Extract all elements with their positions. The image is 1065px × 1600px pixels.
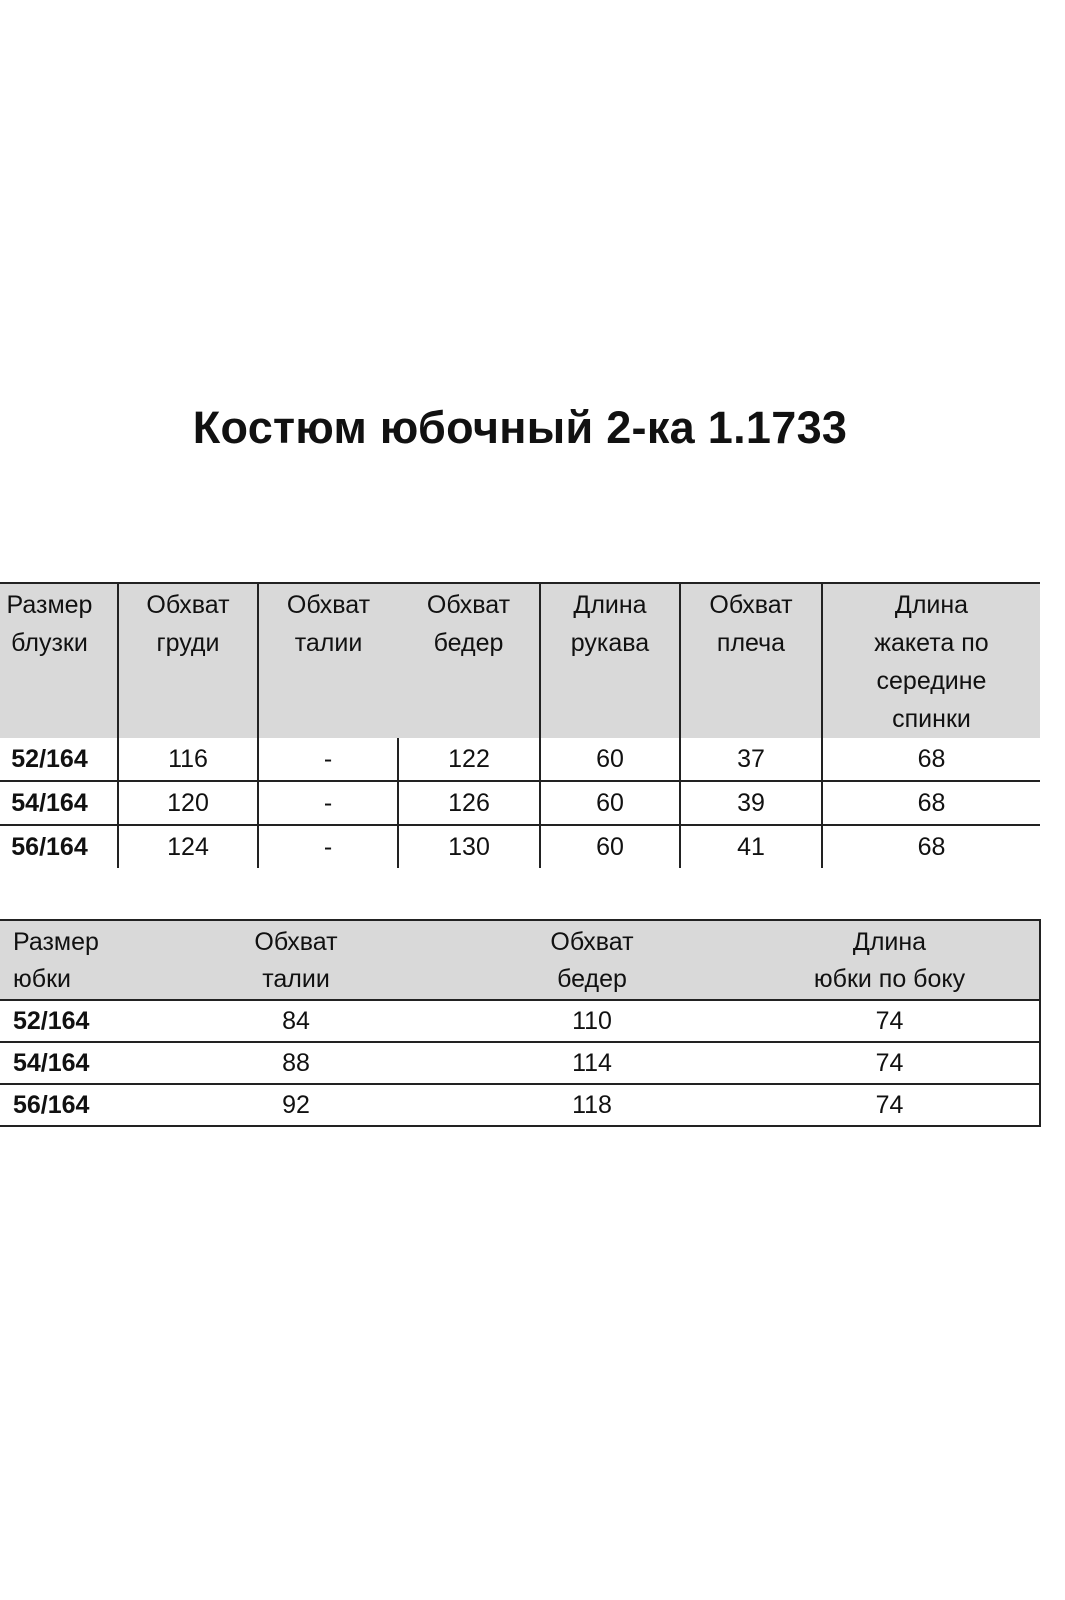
header-line: плеча xyxy=(716,629,786,657)
header-line: Обхват xyxy=(286,591,371,619)
blouse-header-jacket-length xyxy=(822,583,1040,738)
header-line: груди xyxy=(156,629,220,657)
header-line: Обхват xyxy=(146,591,230,619)
skirt-header-row xyxy=(0,920,1040,1000)
blouse-header-waist xyxy=(258,583,398,738)
header-line: юбки xyxy=(13,965,71,993)
header-line: Обхват xyxy=(254,928,338,956)
header-line: Длина xyxy=(894,591,969,619)
blouse-header-sleeve xyxy=(540,583,680,738)
table-cell: - xyxy=(258,825,398,868)
size-cell: 54/164 xyxy=(0,1042,148,1084)
header-line: бедер xyxy=(433,629,504,657)
table-cell: 60 xyxy=(540,781,680,825)
header-line: юбки по боку xyxy=(813,965,966,993)
table-cell: 92 xyxy=(148,1084,444,1126)
blouse-header-row xyxy=(0,583,1040,738)
table-cell: 68 xyxy=(822,781,1040,825)
blouse-size-table xyxy=(0,582,1040,868)
header-line: Обхват xyxy=(426,591,511,619)
table-cell: 84 xyxy=(148,1000,444,1042)
table-cell: - xyxy=(258,781,398,825)
header-line: жакета по xyxy=(874,629,989,657)
skirt-header-length xyxy=(740,920,1040,1000)
table-cell: 60 xyxy=(540,825,680,868)
table-cell: 110 xyxy=(444,1000,740,1042)
table-row xyxy=(0,825,1040,868)
header-line: Обхват xyxy=(550,928,634,956)
table-row xyxy=(0,1000,1040,1042)
table-cell: 120 xyxy=(118,781,258,825)
table-cell: - xyxy=(258,738,398,781)
size-cell: 56/164 xyxy=(0,1084,148,1126)
skirt-header-waist xyxy=(148,920,444,1000)
document-title: Костюм юбочный 2-ка 1.1733 xyxy=(192,402,848,453)
header-line: Размер xyxy=(13,928,99,956)
table-row xyxy=(0,1042,1040,1084)
table-cell: 126 xyxy=(398,781,540,825)
table-cell: 122 xyxy=(398,738,540,781)
skirt-size-table xyxy=(0,919,1041,1127)
table-cell: 37 xyxy=(680,738,822,781)
table-cell: 74 xyxy=(740,1084,1040,1126)
header-line: Размер xyxy=(6,591,93,619)
size-cell: 56/164 xyxy=(11,832,88,861)
table-cell: 68 xyxy=(822,825,1040,868)
header-line: рукава xyxy=(570,629,650,657)
header-line: Обхват xyxy=(709,591,793,619)
table-cell: 60 xyxy=(540,738,680,781)
header-line: блузки xyxy=(11,629,88,657)
header-line: спинки xyxy=(892,705,971,733)
table-cell: 74 xyxy=(740,1042,1040,1084)
table-row xyxy=(0,781,1040,825)
table-row xyxy=(0,1084,1040,1126)
header-line: бедер xyxy=(557,965,627,993)
blouse-header-size xyxy=(0,583,118,738)
header-line: Длина xyxy=(852,928,927,956)
table-cell: 74 xyxy=(740,1000,1040,1042)
blouse-header-chest xyxy=(118,583,258,738)
header-line: середине xyxy=(876,667,987,695)
size-cell: 54/164 xyxy=(0,781,118,825)
blouse-header-hips xyxy=(398,583,540,738)
header-line: Длина xyxy=(573,591,647,619)
table-cell: 41 xyxy=(680,825,822,868)
table-cell: 39 xyxy=(680,781,822,825)
header-line: талии xyxy=(262,965,330,993)
table-row xyxy=(0,738,1040,781)
skirt-header-hips xyxy=(444,920,740,1000)
table-cell: 116 xyxy=(118,738,258,781)
skirt-header-size xyxy=(0,920,148,1000)
table-cell: 68 xyxy=(822,738,1040,781)
header-line: талии xyxy=(294,629,363,657)
table-cell: 114 xyxy=(444,1042,740,1084)
table-cell: 118 xyxy=(444,1084,740,1126)
table-cell: 124 xyxy=(118,825,258,868)
size-cell: 52/164 xyxy=(0,738,118,781)
table-cell: 88 xyxy=(148,1042,444,1084)
table-cell: 130 xyxy=(398,825,540,868)
blouse-header-shoulder xyxy=(680,583,822,738)
size-cell: 52/164 xyxy=(0,1000,148,1042)
